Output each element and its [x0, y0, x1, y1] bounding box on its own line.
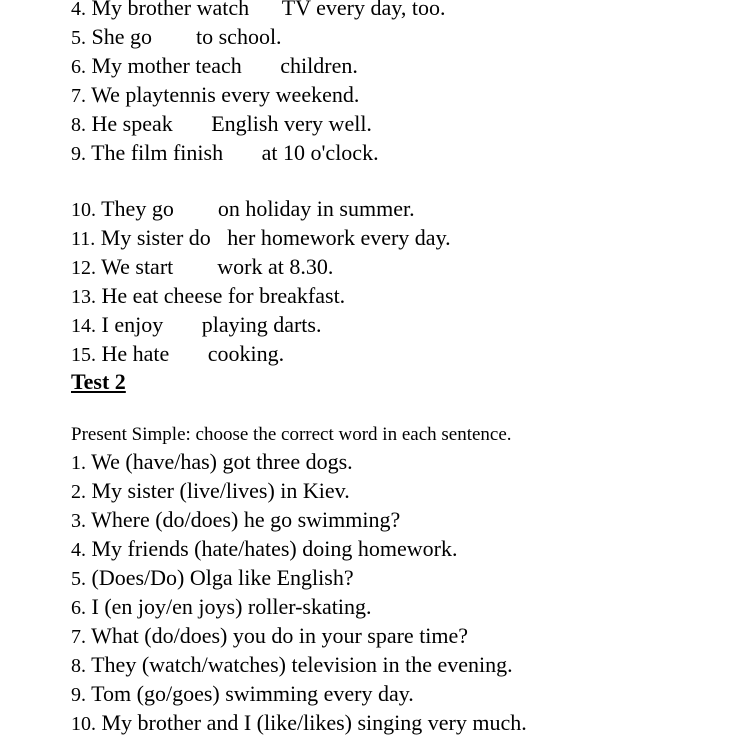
- sentence-item: [71, 710, 527, 736]
- sentence-item: [71, 536, 457, 562]
- item-number: 4.: [71, 0, 86, 20]
- item-text: (Does/Do) Olga like English?: [91, 565, 354, 590]
- item-number: 8.: [71, 655, 86, 677]
- sentence-item: [71, 594, 371, 620]
- item-text: They go on holiday in summer.: [101, 196, 415, 221]
- sentence-item: [71, 0, 445, 21]
- item-text: Where (do/does) he go swimming?: [91, 507, 401, 532]
- item-text: I enjoy playing darts.: [101, 312, 322, 337]
- item-text: The film finish at 10 o'clock.: [91, 140, 379, 165]
- item-number: 8.: [71, 114, 86, 136]
- sentence-item: [71, 283, 345, 309]
- item-number: 12.: [71, 257, 96, 279]
- item-text: We (have/has) got three dogs.: [91, 449, 353, 474]
- sentence-item: [71, 623, 468, 649]
- sentence-item: [71, 196, 415, 222]
- item-text: My brother watch TV every day, too.: [91, 0, 446, 20]
- item-number: 7.: [71, 85, 86, 107]
- item-number: 14.: [71, 315, 96, 337]
- sentence-item: [71, 53, 358, 79]
- item-number: 2.: [71, 481, 86, 503]
- sentence-item: [71, 565, 354, 591]
- item-text: He eat cheese for breakfast.: [101, 283, 346, 308]
- item-number: 9.: [71, 684, 86, 706]
- item-text: My sister (live/lives) in Kiev.: [91, 478, 350, 503]
- item-number: 13.: [71, 286, 96, 308]
- item-text: What (do/does) you do in your spare time?: [91, 623, 469, 648]
- item-text: They (watch/watches) television in the evening.: [91, 652, 513, 677]
- item-text: We start work at 8.30.: [101, 254, 334, 279]
- item-text: Tom (go/goes) swimming every day.: [91, 681, 414, 706]
- item-number: 4.: [71, 539, 86, 561]
- item-number: 9.: [71, 143, 86, 165]
- item-number: 11.: [71, 228, 96, 250]
- section-heading: Test 2: [71, 369, 126, 394]
- sentence-item: [71, 24, 282, 50]
- sentence-item: [71, 111, 372, 137]
- item-text: She go to school.: [91, 24, 282, 49]
- item-number: 15.: [71, 344, 96, 366]
- item-text: My brother and I (like/likes) singing very much.: [101, 710, 527, 735]
- item-number: 10.: [71, 199, 96, 221]
- sentence-item: [71, 140, 379, 166]
- sentence-item: [71, 225, 451, 251]
- item-text: We playtennis every weekend.: [91, 82, 360, 107]
- item-number: 7.: [71, 626, 86, 648]
- item-number: 6.: [71, 56, 86, 78]
- instruction-text: Present Simple: choose the correct word in each sentence.: [71, 424, 512, 445]
- sentence-item: [71, 507, 400, 533]
- item-text: He speak English very well.: [91, 111, 372, 136]
- sentence-item: [71, 312, 321, 338]
- sentence-item: [71, 449, 353, 475]
- sentence-item: [71, 652, 513, 678]
- item-number: 5.: [71, 568, 86, 590]
- item-text: He hate cooking.: [101, 341, 285, 366]
- item-text: My mother teach children.: [91, 53, 358, 78]
- item-text: My sister do her homework every day.: [100, 225, 451, 250]
- item-number: 1.: [71, 452, 86, 474]
- item-text: My friends (hate/hates) doing homework.: [91, 536, 458, 561]
- item-number: 10.: [71, 713, 96, 735]
- sentence-item: [71, 478, 350, 504]
- sentence-item: [71, 681, 414, 707]
- sentence-item: [71, 82, 359, 108]
- item-number: 3.: [71, 510, 86, 532]
- item-number: 5.: [71, 27, 86, 49]
- item-text: I (en joy/en joys) roller-skating.: [91, 594, 372, 619]
- item-number: 6.: [71, 597, 86, 619]
- sentence-item: [71, 341, 284, 367]
- sentence-item: [71, 254, 333, 280]
